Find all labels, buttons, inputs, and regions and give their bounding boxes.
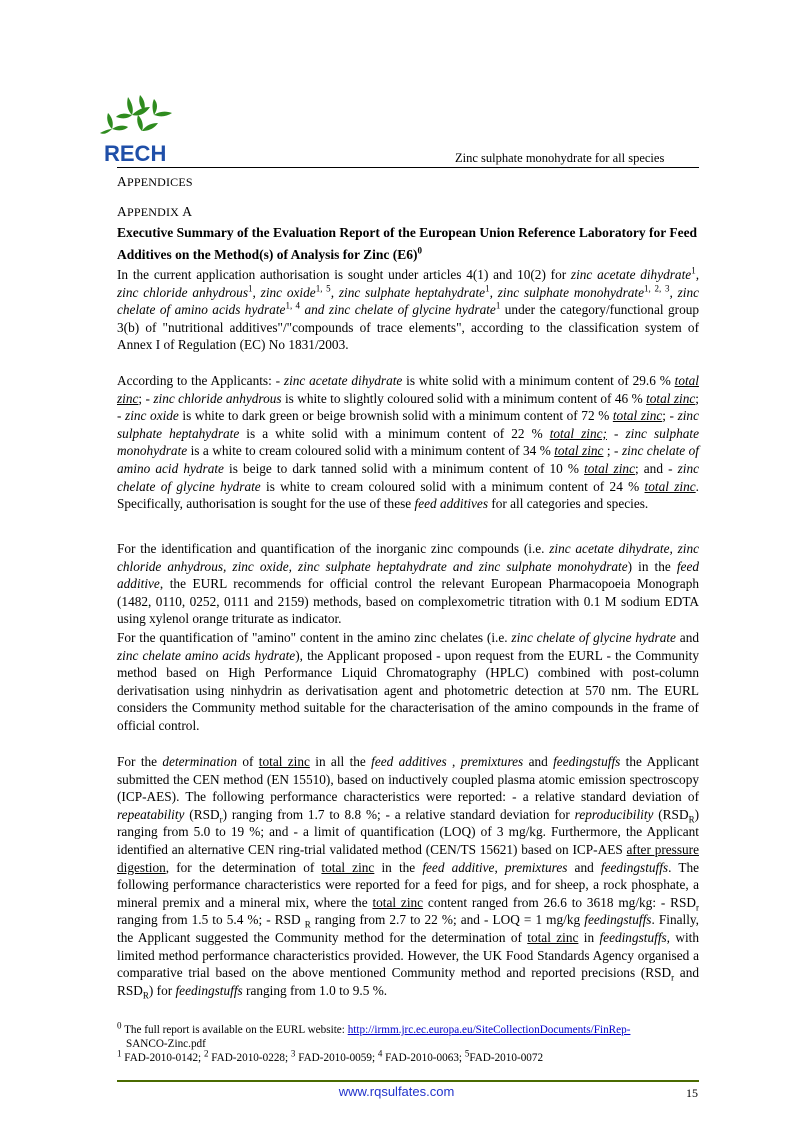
appendix-a-heading: APPENDIX A xyxy=(117,204,193,219)
paragraph-authorisation: In the current application authorisation is sought under articles 4(1) and 10(2) for zinc acetate dihydrate$^1$, zinc chloride anhydrous$^1$, zinc oxide$^{1, 5}$, zinc sulphate heptahydrate$^1$, zinc sulphate monohydrate$^{1, 2, 3}$, zinc chelate of amino acids hydrate$^{1, 4}$ and zinc chelate of glycine hydrate$^1$ under the category/functional group 3(b) of "nutritional additives"/"compounds of trace elements", according to the classification system of Annex I of Regulation (EC) No 1831/2003. xyxy=(117,265,700,353)
eurl-report-link[interactable]: http://irmm.jrc.ec.europa.eu/SiteCollectionDocuments/FinRep- xyxy=(347,1024,631,1036)
paragraph-applicants: According to the Applicants: - zinc acetate dihydrate is white solid with a minimum content of 29.6 % total zinc; - zinc chloride anhydrous is white to slightly coloured solid with a minimum content of 46 % total zinc; - zinc oxide is white to dark green or beige brownish solid with a minimum content of 72 % total zinc; - zinc sulphate heptahydrate is a white solid with a minimum content of 22 % total zinc; - zinc sulphate monohydrate is a white to cream coloured solid with a minimum content of 34 % total zinc ; - zinc chelate of amino acid hydrate is beige to dark tanned solid with a minimum content of 10 % total zinc; and - zinc chelate of glycine hydrate is white to cream coloured solid with a minimum content of 24 % total zinc. Specifically, authorisation is sought for the use of these feed additives for all categories and species. xyxy=(117,373,700,512)
footnote-0-continued: SANCO-Zinc.pdf xyxy=(126,1038,206,1050)
paragraph-identification: For the identification and quantification of the inorganic zinc compounds (i.e. zinc acetate dihydrate, zinc chloride anhydrous, zinc oxide, zinc sulphate heptahydrate and zinc sulphate monohydrate) in the feed additive, the EURL recommends for official control the relevant European Pharmacopoeia Monograph (1482, 0110, 0252, 0111 and 2159) methods, based on complexometric titration with 0.1 M sodium EDTA using xylenol orange triturate as indicator. xyxy=(117,541,699,627)
page-number: 15 xyxy=(686,1086,698,1100)
document-header-title: Zinc sulphate monohydrate for all species xyxy=(455,151,665,165)
footnote-0: $^0$ The full report is available on the EURL website: http://irmm.jrc.ec.europa.eu/SiteCollectionDocuments/FinRep- xyxy=(117,1020,631,1036)
paragraph-total-zinc: For the determination of total zinc in all the feed additives , premixtures and feedingstuffs the Applicant submitted the CEN method (EN 15510), based on inductively coupled plasma atomic emission spectroscopy (ICP-AES). The following performance characteristics were reported: - a relative standard deviation of repeatability $(RSD_r)$ ranging from 1.7 to 8.8 %; - a relative standard deviation for reproducibility $(RSD_R)$ ranging from 5.0 to 19 %; and - a limit of quantification (LOQ) of 3 mg/kg. Furthermore, the Applicant identified an alternative CEN ring-trial validated method (CEN/TS 15621) based on ICP-AES after pressure digestion, for the determination of total zinc in the feed additive, premixtures and feedingstuffs. The following performance characteristics were reported for a feed for pigs, and for sheep, a rock phosphate, a mineral premix and a mineral mix, where the total zinc content ranged from 26.6 to 3618 mg/kg: - $RSD_r$ ranging from 1.5 to 5.4 %; - RSD $_R$ ranging from 2.7 to 22 %; and - LOQ = 1 mg/kg feedingstuffs. Finally, the Applicant suggested the Community method for the determination of total zinc in feedingstuffs, with limited method performance characteristics provided. However, the UK Food Standards Agency organised a comparative trial based on the above mentioned Community method and reported precisions ($RSD_r$ and $RSD_R$) for feedingstuffs ranging from 1.0 to 9.5 %. xyxy=(117,754,700,1001)
appendices-heading: APPENDICES xyxy=(117,174,193,189)
header-divider xyxy=(117,167,699,168)
footnotes xyxy=(117,1020,699,1065)
rech-logo xyxy=(98,93,178,165)
footer-website-link[interactable]: www.rqsulfates.com xyxy=(338,1084,455,1099)
footnote-1-5: $^1$ FAD-2010-0142; $^2$ FAD-2010-0228; $^3$ FAD-2010-0059; $^4$ FAD-2010-0063; $^5$FAD-2010-0072 xyxy=(117,1048,544,1064)
logo-text: RECH xyxy=(104,141,167,165)
footer-divider xyxy=(117,1080,699,1082)
section-title: Executive Summary of the Evaluation Report of the European Union Reference Laboratory for Feed Additives on the Method(s) of Analysis for Zinc $(E6)^0$ xyxy=(117,225,698,262)
paragraph-amino: For the quantification of "amino" content in the amino zinc chelates (i.e. zinc chelate of glycine hydrate and zinc chelate amino acids hydrate), the Applicant proposed - upon request from the EURL - the Community method based on High Performance Liquid Chromatography (HPLC) combined with post-column derivatisation using ninhydrin as derivatisation agent and photometric detection at 570 nm. The EURL considers the Community method suitable for the characterisation of the amino compounds in the frame of official control. xyxy=(117,630,699,733)
